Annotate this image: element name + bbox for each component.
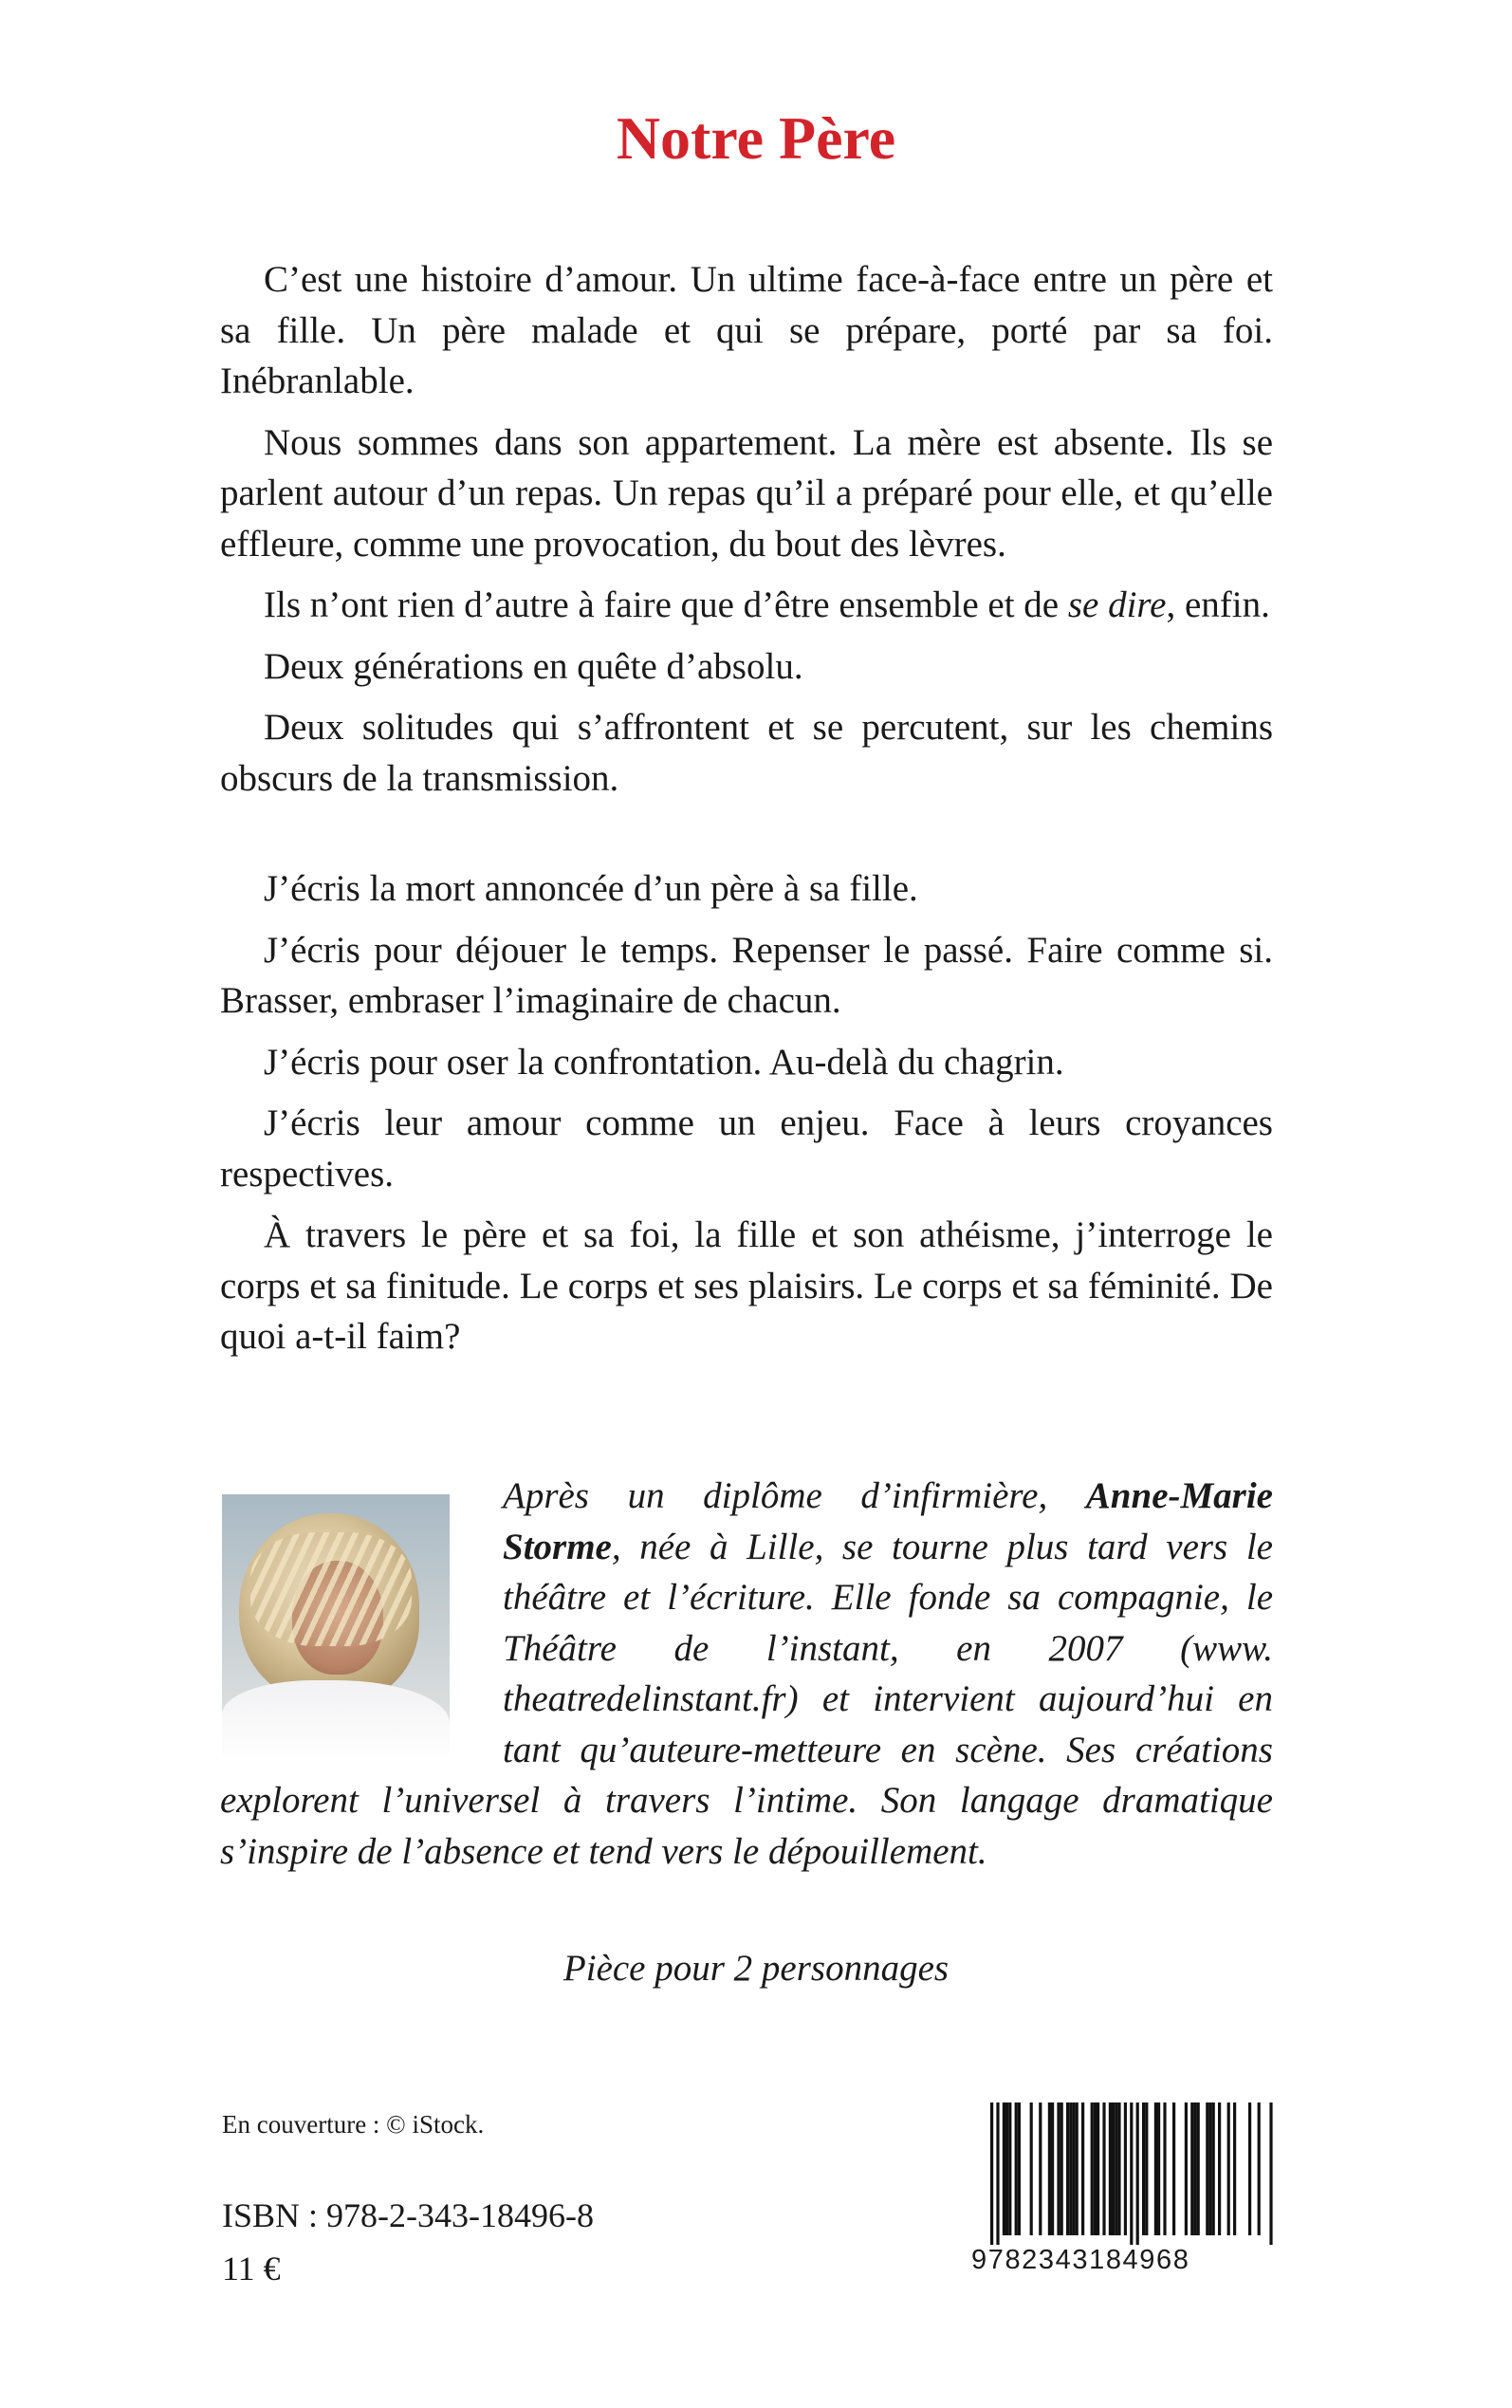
author-name: Anne-Marie Storme [503,1475,1273,1567]
bio-text: , née à Lille, se tourne plus tard vers le théâtre et l’écriture. Elle fonde sa compagnie, le Théâtre de l’instant, en 2007 (www. theatredelinstant.fr) et intervient aujourd’hui en tant qu’auteure-metteure en scène. Ses créations explorent l’universel à travers l’intime. Son langage dramatique s’inspire de l’absence et tend vers le dépouillement. [220,1526,1273,1872]
bio-text: Après un diplôme d’infirmière, [503,1475,1086,1516]
barcode-bar [1094,2102,1097,2235]
genre-line: Pièce pour 2 personnages [562,1948,950,1989]
barcode-bar [1269,2102,1272,2245]
barcode-bar [1109,2102,1112,2235]
barcode-bar [1145,2102,1148,2235]
price: 11 € [222,2250,281,2288]
barcode-bar [1076,2102,1079,2235]
paragraph-gap [220,814,1273,863]
barcode-bar [1233,2102,1236,2235]
author-photo [222,1494,450,1756]
barcode-bar [1057,2102,1060,2235]
barcode-bar [1003,2102,1005,2235]
synopsis [220,254,1273,1373]
barcode-bar [1015,2102,1018,2235]
barcode-bar [1185,2102,1188,2235]
barcode-bar [1157,2102,1160,2235]
book-title: Notre Père [616,104,896,172]
barcode-bar [1005,2102,1008,2235]
barcode-bar [1030,2102,1033,2235]
barcode-bar [1248,2102,1251,2235]
barcode-bar [1197,2102,1200,2235]
synopsis-paragraph: Nous sommes dans son appartement. La mère est absente. Ils se parlent autour d’un repas. Un repas qu’il a préparé pour elle, et qu’elle effleure, comme une provocation, du bout des lèvres. [220,421,1273,565]
barcode-bar [1097,2102,1099,2235]
barcode-bar [1081,2102,1084,2235]
barcode-bar [1154,2102,1157,2235]
barcode-bars [969,2099,1275,2247]
barcode-bar [1008,2102,1011,2235]
barcode-bar [990,2102,993,2245]
barcode-bar [1142,2102,1145,2235]
barcode-bar [1102,2102,1105,2235]
barcode-bar [1218,2102,1221,2235]
synopsis-paragraph: Deux générations en quête d’absolu. [264,645,803,687]
barcode-digits: 9782343184968 [971,2245,1190,2275]
synopsis-text: Ils n’ont rien d’autre à faire que d’être ensemble et de [264,584,1068,625]
barcode-bar [1048,2102,1051,2235]
barcode-bar [1039,2102,1042,2235]
barcode-bar [1124,2102,1127,2235]
cover-credit: En couverture : © iStock. [222,2110,485,2139]
synopsis-paragraph: C’est une histoire d’amour. Un ultime face-à-face entre un père et sa fille. Un père malade et qui se prépare, porté par sa foi. Inébranlable. [220,259,1273,401]
barcode-bar [1066,2102,1069,2235]
barcode [969,2099,1275,2285]
barcode-bar [1193,2102,1196,2235]
barcode-bar [1069,2102,1072,2235]
synopsis-paragraph: J’écris leur amour comme un enjeu. Face à leurs croyances respectives. [220,1102,1273,1195]
synopsis-paragraph [220,580,1273,631]
barcode-bar [1136,2102,1139,2245]
barcode-bar [1172,2102,1175,2235]
photo-shirt [222,1680,450,1756]
barcode-bar [1051,2102,1054,2235]
barcode-bar [1258,2102,1261,2235]
isbn: ISBN : 978-2-343-18496-8 [222,2196,594,2234]
synopsis-paragraph: Deux solitudes qui s’affrontent et se percutent, sur les chemins obscurs de la transmission. [220,707,1273,799]
barcode-bar [1227,2102,1230,2235]
barcode-bar [1190,2102,1193,2235]
synopsis-paragraph: J’écris pour oser la confrontation. Au-delà du chagrin. [264,1041,1064,1083]
barcode-bar [1212,2102,1215,2235]
synopsis-paragraph: J’écris la mort annoncée d’un père à sa fille. [264,868,918,909]
synopsis-paragraph: J’écris pour déjouer le temps. Repenser le passé. Faire comme si. Brasser, embraser l’imaginaire de chacun. [220,929,1273,1021]
synopsis-text: , enfin. [1166,584,1270,625]
barcode-bar [1130,2102,1133,2245]
barcode-bar [1018,2102,1021,2235]
barcode-bar [1112,2102,1115,2235]
barcode-bar [1072,2102,1075,2235]
barcode-bar [1208,2102,1211,2235]
barcode-bar [1091,2102,1094,2235]
barcode-bar [1115,2102,1117,2235]
author-bio [220,1471,1273,1877]
barcode-bar [1117,2102,1120,2235]
barcode-bar [1206,2102,1208,2235]
barcode-bar [996,2102,999,2245]
barcode-bar [1060,2102,1063,2235]
photo-hair-strands [250,1532,412,1646]
barcode-bar [1163,2102,1166,2235]
synopsis-italic-text: se dire [1067,584,1167,625]
synopsis-paragraph: À travers le père et sa foi, la fille et son athéisme, j’interroge le corps et sa finitude. Le corps et ses plaisirs. Le corps et sa féminité. De quoi a-t-il faim? [220,1214,1273,1357]
